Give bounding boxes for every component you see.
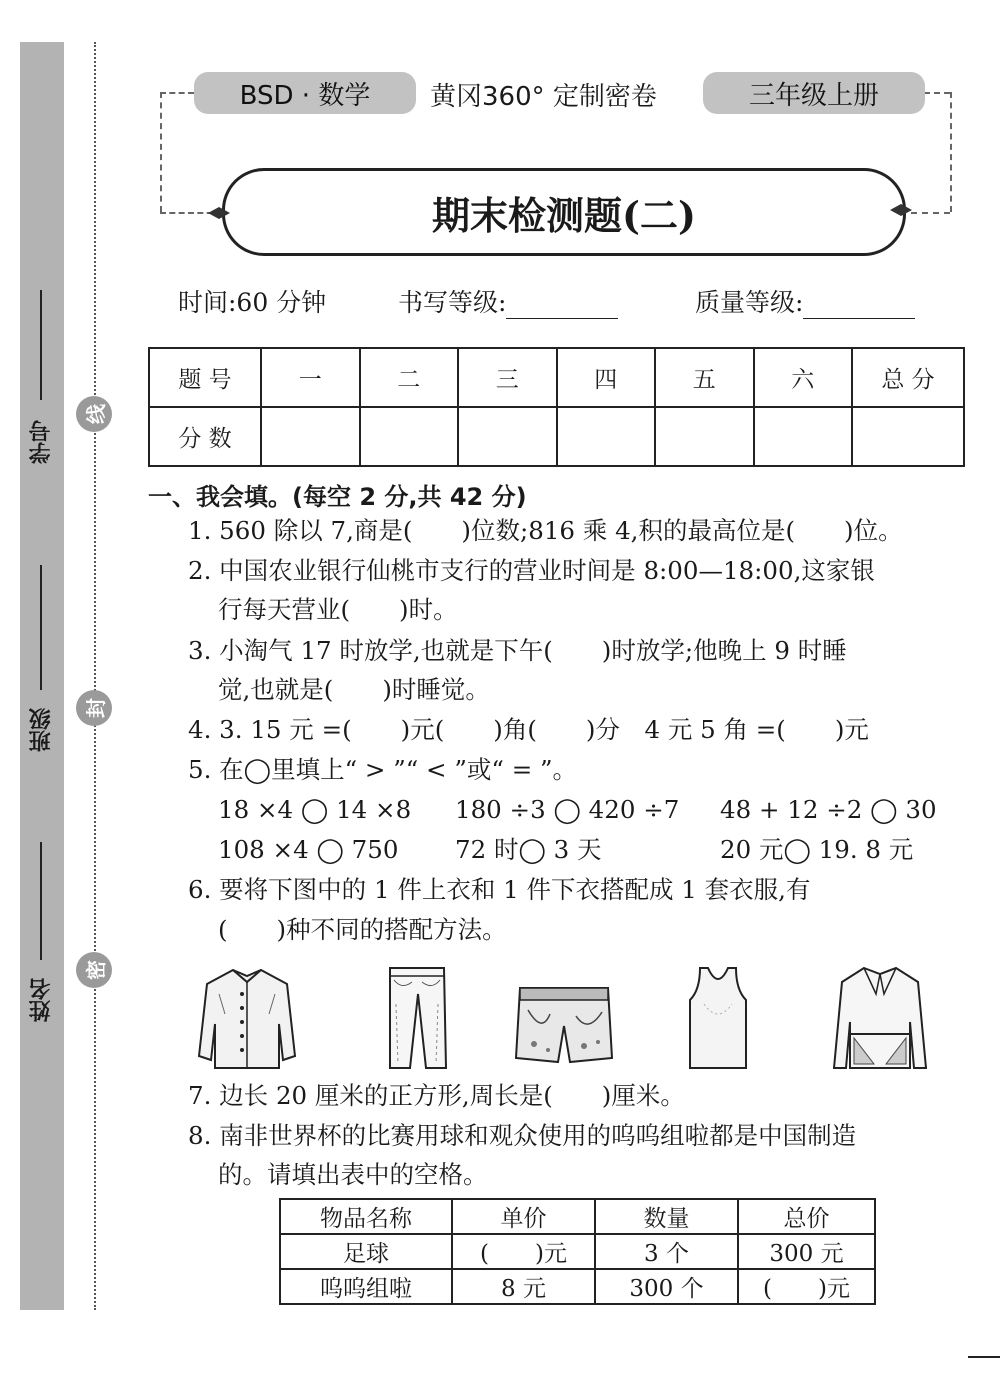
score-cell: 六 [754, 348, 853, 407]
question-2-cont: 行每天营业( )时。 [218, 595, 458, 624]
seal-seal: 封 [76, 690, 112, 726]
score-cell: 二 [360, 348, 459, 407]
jeans-icon [382, 964, 452, 1072]
score-table [148, 347, 965, 467]
score-value-row [149, 407, 964, 466]
goods-cell: 呜呜组啦 [280, 1269, 452, 1304]
writing-grade [398, 283, 618, 319]
quality-grade-label: 质量等级: [695, 288, 804, 317]
quality-grade [695, 283, 915, 319]
seal-secret: 密 [76, 952, 112, 988]
question-5: 5. 在◯里填上“ > ”“ < ”或“ = ”。 [188, 755, 578, 784]
score-blank[interactable] [655, 407, 754, 466]
question-8: 8. 南非世界杯的比赛用球和观众使用的呜呜组啦都是中国制造 [188, 1121, 857, 1150]
score-cell: 三 [458, 348, 557, 407]
quality-grade-blank[interactable] [803, 296, 915, 319]
goods-table [279, 1198, 876, 1305]
question-8-cont: 的。请填出表中的空格。 [218, 1160, 488, 1189]
goods-blank-cell[interactable]: ( )元 [452, 1234, 595, 1269]
compare-item: 108 ×4 ◯ 750 [218, 835, 399, 864]
table-row [280, 1269, 875, 1304]
page-title: 期末检测题(二) [432, 192, 696, 238]
question-3: 3. 小淘气 17 时放学,也就是下午( )时放学;他晚上 9 时睡 [188, 636, 847, 665]
shorts-icon [514, 964, 614, 1072]
name-label: 姓名 [29, 978, 54, 1022]
coat-icon [830, 964, 930, 1072]
name-underline [40, 842, 42, 960]
goods-blank-cell[interactable]: ( )元 [738, 1269, 875, 1304]
goods-header-cell: 单价 [452, 1199, 595, 1234]
score-blank[interactable] [754, 407, 853, 466]
grade-pill: 三年级上册 [703, 72, 925, 114]
question-7: 7. 边长 20 厘米的正方形,周长是( )厘米。 [188, 1081, 685, 1110]
subject-pill: BSD · 数学 [194, 72, 416, 114]
goods-cell: 300 元 [738, 1234, 875, 1269]
question-4: 4. 3. 15 元 =( )元( )角( )分 4 元 5 角 =( )元 [188, 715, 869, 744]
score-header-row [149, 348, 964, 407]
header-dash-left [160, 92, 194, 94]
table-row [280, 1234, 875, 1269]
question-6: 6. 要将下图中的 1 件上衣和 1 件下衣搭配成 1 套衣服,有 [188, 875, 811, 904]
goods-cell: 3 个 [595, 1234, 738, 1269]
goods-header-cell: 物品名称 [280, 1199, 452, 1234]
question-3-cont: 觉,也就是( )时睡觉。 [218, 675, 490, 704]
writing-grade-blank[interactable] [506, 296, 618, 319]
class-label: 班级 [29, 708, 54, 752]
score-blank[interactable] [360, 407, 459, 466]
seal-line: 线 [76, 396, 112, 432]
goods-header-row [280, 1199, 875, 1234]
goods-header-cell: 总价 [738, 1199, 875, 1234]
score-cell: 一 [261, 348, 360, 407]
binding-strip [20, 42, 64, 1310]
score-cell: 题 号 [149, 348, 261, 407]
question-1: 1. 560 除以 7,商是( )位数;816 乘 4,积的最高位是( )位。 [188, 516, 903, 545]
header-dash-right-v [950, 92, 952, 212]
header-dash-left-v [160, 92, 162, 212]
question-6-cont: ( )种不同的搭配方法。 [218, 915, 507, 944]
writing-grade-label: 书写等级: [398, 288, 507, 317]
goods-cell: 足球 [280, 1234, 452, 1269]
brand-text: 黄冈360° 定制密卷 [430, 82, 657, 112]
score-blank[interactable] [261, 407, 360, 466]
student-id-label: 学号 [29, 420, 54, 464]
score-label: 分 数 [149, 407, 261, 466]
goods-cell: 8 元 [452, 1269, 595, 1304]
tank-top-icon [682, 964, 754, 1072]
header-dash-right [924, 92, 950, 94]
id-underline [40, 290, 42, 400]
compare-item: 72 时◯ 3 天 [455, 835, 602, 864]
compare-item: 20 元◯ 19. 8 元 [720, 835, 914, 864]
score-cell: 总 分 [852, 348, 964, 407]
goods-header-cell: 数量 [595, 1199, 738, 1234]
goods-cell: 300 个 [595, 1269, 738, 1304]
question-2: 2. 中国农业银行仙桃市支行的营业时间是 8:00—18:00,这家银 [188, 556, 875, 585]
compare-item: 48 + 12 ÷2 ◯ 30 [720, 795, 937, 824]
compare-item: 180 ÷3 ◯ 420 ÷7 [455, 795, 680, 824]
section-heading: 一、我会填。(每空 2 分,共 42 分) [148, 483, 527, 511]
score-blank[interactable] [852, 407, 964, 466]
cut-line [94, 42, 96, 1310]
jacket-icon [195, 964, 300, 1072]
class-underline [40, 565, 42, 690]
score-cell: 四 [557, 348, 656, 407]
score-blank[interactable] [557, 407, 656, 466]
score-blank[interactable] [458, 407, 557, 466]
score-cell: 五 [655, 348, 754, 407]
time-text: 时间:60 分钟 [178, 288, 327, 317]
compare-item: 18 ×4 ◯ 14 ×8 [218, 795, 412, 824]
page-edge-mark [968, 1356, 1000, 1358]
